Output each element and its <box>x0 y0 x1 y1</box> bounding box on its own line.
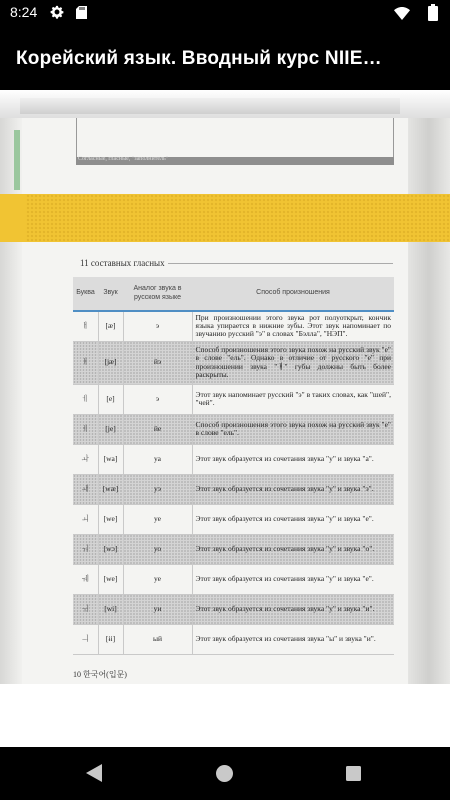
table-row <box>73 414 394 444</box>
sound-cell: [je] <box>98 414 123 444</box>
analog-cell: йе <box>123 414 192 444</box>
description-cell: Этот звук образуется из сочетания звука "у" и звука "э". <box>192 474 394 504</box>
table-row <box>73 384 394 414</box>
table-row <box>73 444 394 474</box>
table-row <box>73 311 394 341</box>
recents-icon[interactable] <box>346 766 361 781</box>
caption-rule <box>168 263 393 264</box>
analog-cell: уо <box>123 534 192 564</box>
analog-cell: уе <box>123 504 192 534</box>
description-cell: При произношении этого звука рот полуоткрыт, кончик языка упирается в нижние зубы. Этот звук напоминает по звучанию русский "э" в словах "Бэлла", "НЭП". <box>192 311 394 341</box>
sound-cell: [wɔ] <box>98 534 123 564</box>
sound-cell: [ɨi] <box>98 624 123 654</box>
column-header: Буква <box>73 277 98 311</box>
page-footer: 10 한국어(입문) <box>73 670 127 679</box>
column-header: Аналог звука в русском языке <box>123 277 192 311</box>
analog-cell: уе <box>123 564 192 594</box>
column-header: Способ произношения <box>192 277 394 311</box>
table-header-row <box>73 277 394 311</box>
description-cell: Этот звук образуется из сочетания звука "ы" и звука "и". <box>192 624 394 654</box>
sound-cell: [jæ] <box>98 341 123 384</box>
description-cell: Способ произношения этого звука похож на русский звук "е" в слове "ель". <box>192 414 394 444</box>
analog-cell: ый <box>123 624 192 654</box>
letter-cell: ㅞ <box>73 564 98 594</box>
back-icon[interactable] <box>86 764 102 782</box>
table-caption: 11 составных гласных <box>80 258 165 268</box>
ribbon-texture <box>26 194 450 242</box>
table-row <box>73 534 394 564</box>
letter-cell: ㅘ <box>73 444 98 474</box>
analog-cell: э <box>123 311 192 341</box>
vowel-table <box>73 277 394 655</box>
letter-cell: ㅐ <box>73 311 98 341</box>
letter-cell: ㅔ <box>73 384 98 414</box>
sound-cell: [wæ] <box>98 474 123 504</box>
analog-cell: уи <box>123 594 192 624</box>
analog-cell: уа <box>123 444 192 474</box>
table-row <box>73 474 394 504</box>
analog-cell: э <box>123 384 192 414</box>
description-cell: Этот звук образуется из сочетания звука "у" и звука "е". <box>192 504 394 534</box>
sound-cell: [wi] <box>98 594 123 624</box>
yellow-ribbon <box>0 194 450 242</box>
table-row <box>73 594 394 624</box>
analog-cell: уэ <box>123 474 192 504</box>
table-row <box>73 564 394 594</box>
sound-cell: [we] <box>98 504 123 534</box>
gear-icon <box>50 4 64 20</box>
photo-shadow <box>20 98 400 114</box>
table-row <box>73 624 394 654</box>
letter-cell: ㅙ <box>73 474 98 504</box>
app-bar <box>0 26 450 90</box>
battery-icon <box>428 4 438 21</box>
description-cell: Этот звук образуется из сочетания звука "у" и звука "а". <box>192 444 394 474</box>
page-rule <box>76 118 77 158</box>
document-viewer[interactable] <box>0 90 450 747</box>
letter-cell: ㅢ <box>73 624 98 654</box>
navigation-bar <box>0 747 450 800</box>
app-title: Корейский язык. Вводный курс NIIE… <box>16 48 382 69</box>
table-row <box>73 341 394 384</box>
section-header-label: Согласные, гласные, "заполнитель" <box>78 156 169 162</box>
sound-cell: [æ] <box>98 311 123 341</box>
page-rule <box>393 118 394 158</box>
description-cell: Этот звук напоминает русский "э" в таких словах, как "шей", "чей". <box>192 384 394 414</box>
analog-cell: йэ <box>123 341 192 384</box>
page-tab-mark <box>14 130 20 190</box>
letter-cell: ㅟ <box>73 594 98 624</box>
table-row <box>73 504 394 534</box>
photo-edge-top <box>0 90 450 120</box>
description-cell: Способ произношения этого звука похож на русский звук "е" в слове "ель". Однако в отличие от русского "е" при произношении звука "ㅒ" губы должны быть более раскрыты. <box>192 341 394 384</box>
letter-cell: ㅝ <box>73 534 98 564</box>
letter-cell: ㅚ <box>73 504 98 534</box>
sound-cell: [we] <box>98 564 123 594</box>
status-time: 8:24 <box>10 4 38 20</box>
section-header <box>76 157 394 165</box>
letter-cell: ㅒ <box>73 341 98 384</box>
sound-cell: [e] <box>98 384 123 414</box>
scanned-page <box>0 118 450 684</box>
description-cell: Этот звук образуется из сочетания звука "у" и звука "и". <box>192 594 394 624</box>
description-cell: Этот звук образуется из сочетания звука "у" и звука "о". <box>192 534 394 564</box>
column-header: Звук <box>98 277 123 311</box>
sound-cell: [wa] <box>98 444 123 474</box>
viewer-background <box>0 684 450 747</box>
letter-cell: ㅖ <box>73 414 98 444</box>
description-cell: Этот звук образуется из сочетания звука "у" и звука "е". <box>192 564 394 594</box>
sd-card-icon <box>76 6 87 19</box>
status-bar <box>0 0 450 26</box>
wifi-icon <box>394 6 410 20</box>
home-icon[interactable] <box>216 765 233 782</box>
